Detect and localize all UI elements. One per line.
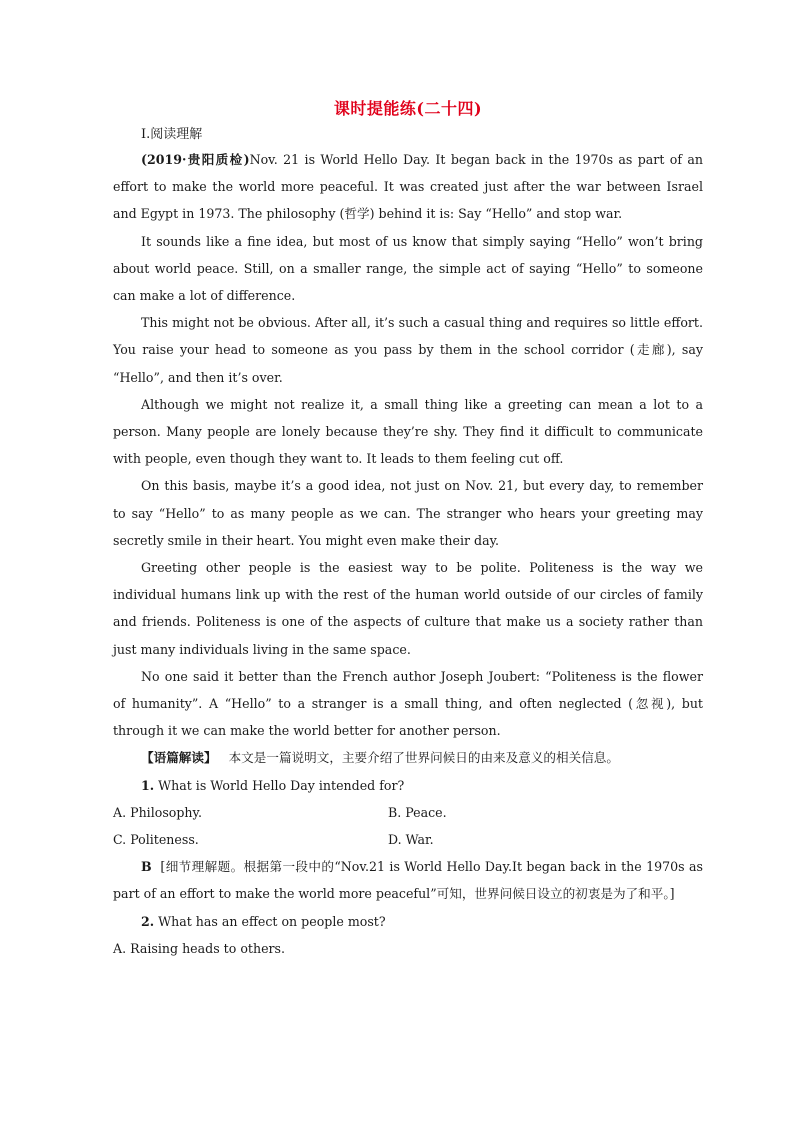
question-number: 2.	[141, 913, 155, 929]
option-b: B. Peace.	[388, 804, 447, 820]
option-a: A. Raising heads to others.	[113, 940, 286, 956]
question-text: What is World Hello Day intended for?	[158, 777, 405, 793]
passage-paragraph-2: It sounds like a fine idea, but most of us know that simply saying “Hello” won’t bring about world peace. Still, on a smaller range, the simple act of saying “Hello” to someone can make a lot of difference.	[113, 233, 703, 304]
question-1-options	[113, 799, 703, 826]
question-2-options	[113, 935, 703, 962]
document-page	[113, 94, 703, 962]
passage-paragraph-1: (2019·贵阳质检)Nov. 21 is World Hello Day. It began back in the 1970s as part of an effort to make the world more peaceful. It was created just after the war between Israel and Egypt in 1973. The philosophy (哲学) behind it is: Say “Hello” and stop war.	[113, 152, 703, 222]
question-1-answer	[113, 853, 703, 907]
question-2	[113, 908, 703, 935]
analysis-text: 本文是一篇说明文，主要介绍了世界问候日的由来及意义的相关信息。	[228, 750, 619, 766]
option-d: D. War.	[388, 832, 434, 848]
question-number: 1.	[141, 777, 155, 793]
passage-paragraph-7: No one said it better than the French author Joseph Joubert: “Politeness is the flower of humanity”. A “Hello” to a stranger is a small thing, and often neglected (忽视), but through it we can make the world better for another person.	[113, 668, 703, 739]
answer-letter: B	[141, 859, 152, 875]
passage-paragraph-3: This might not be obvious. After all, it’s such a casual thing and requires so little effort. You raise your head to someone as you pass by them in the school corridor (走廊), say “Hello”, and then it’s over.	[113, 315, 703, 385]
passage-paragraph-6: Greeting other people is the easiest way to be polite. Politeness is the way we individual humans link up with the rest of the human world outside of our circles of family and friends. Politeness is one of the aspects of culture that make us a society rather than just many individuals living in the same space.	[113, 560, 703, 657]
passage-source: (2019·贵阳质检)	[141, 152, 250, 167]
section-heading: Ⅰ.阅读理解	[141, 127, 203, 142]
passage-paragraph-5: On this basis, maybe it’s a good idea, not just on Nov. 21, but every day, to remember to say “Hello” to as many people as we can. The stranger who hears your greeting may secretly smile in their heart. You might even make their day.	[113, 478, 703, 548]
option-c: C. Politeness.	[113, 832, 199, 848]
passage-analysis	[113, 744, 703, 771]
question-text: What has an effect on people most?	[158, 913, 386, 929]
option-a: A. Philosophy.	[113, 804, 202, 820]
answer-explanation: [细节理解题。根据第一段中的“Nov.21 is World Hello Day.It began back in the 1970s as part of an effort to make the world more peaceful”可知，世界问候日设立的初衷是为了和平。]	[113, 859, 703, 902]
question-1	[113, 772, 703, 799]
passage-paragraph-4: Although we might not realize it, a small thing like a greeting can mean a lot to a person. Many people are lonely because they’re shy. They find it difficult to communicate with people, even though they want to. It leads to them feeling cut off.	[113, 396, 703, 467]
analysis-label: 【语篇解读】	[141, 750, 217, 766]
question-1-options-2	[113, 826, 703, 853]
page-title: 课时提能练(二十四)	[333, 99, 483, 118]
